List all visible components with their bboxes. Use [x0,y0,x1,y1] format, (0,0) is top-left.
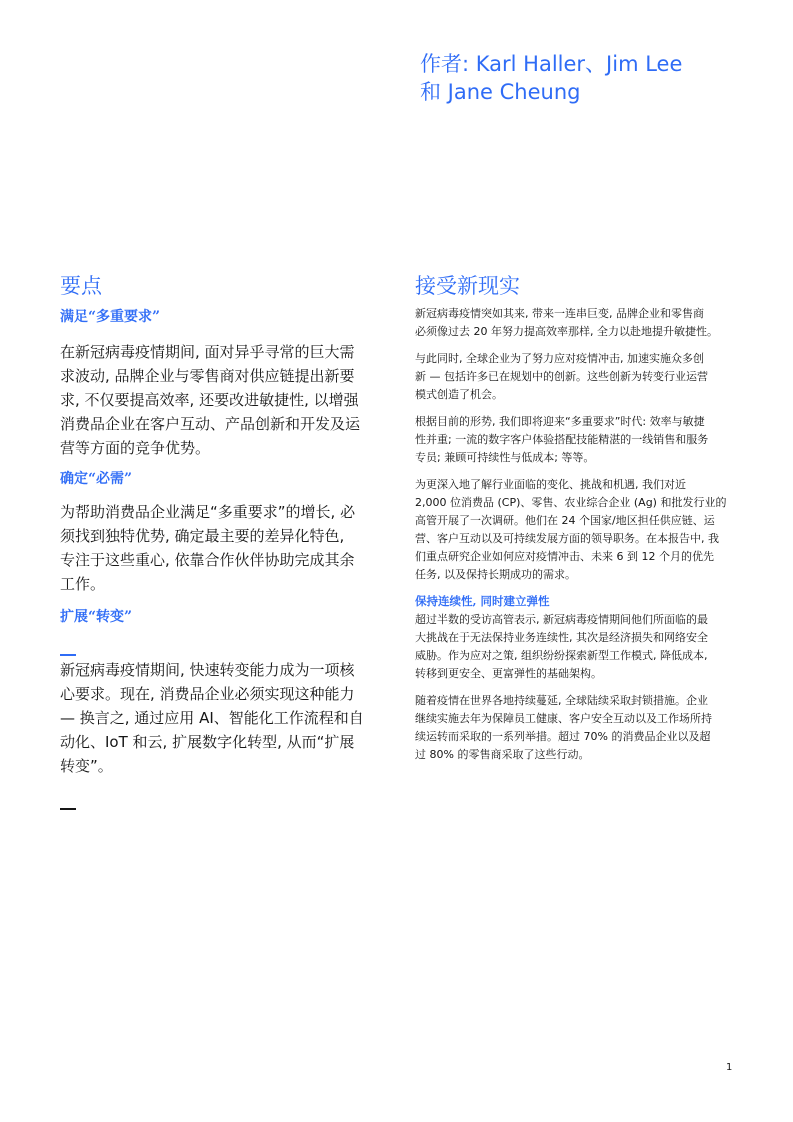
paragraph [415,611,745,683]
paragraph [415,350,745,404]
paragraph-line: 求, 不仅要提高效率, 还要改进敏捷性, 以增强 [60,391,359,409]
paragraph [415,305,745,341]
section-heading: 满足“多重要求” [60,309,161,325]
paragraph-line: 新 — 包括许多已在规划中的创新。这些创新为转变行业运营 [415,370,708,383]
paragraph [415,476,745,584]
paragraph-line: 在新冠病毒疫情期间, 面对异乎寻常的巨大需 [60,343,355,361]
page-number: 1 [726,1062,733,1073]
key-points-column [60,306,390,810]
paragraph-line: 专员; 兼顾可持续性与低成本; 等等。 [415,451,595,464]
paragraph-line: 继续实施去年为保障员工健康、客户安全互动以及工作场所持 [415,712,712,725]
paragraph [60,658,390,778]
paragraph-line: 心要求。现在, 消费品企业必须实现这种能力 [60,685,355,703]
divider-dash [60,808,76,810]
paragraph-line: 根据目前的形势, 我们即将迎来“多重要求”时代: 效率与敏捷 [415,415,705,428]
paragraph-line: 转移到更安全、更富弹性的基础架构。 [415,667,602,680]
paragraph-line: 转变”。 [60,757,113,775]
paragraph-line: 模式创造了机会。 [415,388,503,401]
authors-line-2: 和 Jane Cheung [420,80,581,104]
paragraph-line: 与此同时, 全球企业为了努力应对疫情冲击, 加速实施众多创 [415,352,704,365]
paragraph-line: 高管开展了一次调研。他们在 24 个国家/地区担任供应链、运 [415,514,715,527]
paragraph-line: 须找到独特优势, 确定最主要的差异化特色, [60,527,345,545]
paragraph-line: 专注于这些重心, 依靠合作伙伴协助完成其余 [60,551,355,569]
paragraph-line: 工作。 [60,575,106,593]
paragraph-line: 威胁。作为应对之策, 组织纷纷探索新型工作模式, 降低成本, [415,649,708,662]
paragraph-line: 过 80% 的零售商采取了这些行动。 [415,748,590,761]
paragraph-line: 2,000 位消费品 (CP)、零售、农业综合企业 (Ag) 和批发行业的 [415,496,727,509]
paragraph-line: 新冠病毒疫情突如其来, 带来一连串巨变, 品牌企业和零售商 [415,307,704,320]
paragraph-line: — 换言之, 通过应用 AI、智能化工作流程和自 [60,709,364,727]
paragraph [60,500,390,596]
paragraph-line: 性并重; 一流的数字客户体验搭配技能精湛的一线销售和服务 [415,433,709,446]
paragraph-line: 随着疫情在世界各地持续蔓延, 全球陆续采取封锁措施。企业 [415,694,708,707]
paragraph-line: 续运转而采取的一系列举措。超过 70% 的消费品企业以及超 [415,730,711,743]
paragraph-line: 动化、IoT 和云, 扩展数字化转型, 从而“扩展 [60,733,355,751]
authors-line-1: 作者: Karl Haller、Jim Lee [420,52,683,76]
paragraph [415,692,745,764]
section-heading: 扩展“转变” [60,609,133,625]
new-reality-column [415,305,745,764]
section-heading: 确定“必需” [60,471,133,487]
new-reality-title: 接受新现实 [415,274,520,298]
paragraph-line: 为帮助消费品企业满足“多重要求”的增长, 必 [60,503,356,521]
paragraph-line: 营等方面的竞争优势。 [60,439,211,457]
paragraph-line: 超过半数的受访高管表示, 新冠病毒疫情期间他们所面临的最 [415,613,708,626]
paragraph-line: 求波动, 品牌企业与零售商对供应链提出新要 [60,367,355,385]
key-points-title: 要点 [60,274,102,298]
authors [420,50,682,106]
divider-dash [60,654,76,656]
paragraph-line: 消费品企业在客户互动、产品创新和开发及运 [60,415,361,433]
paragraph-line: 新冠病毒疫情期间, 快速转变能力成为一项核 [60,661,355,679]
paragraph [415,413,745,467]
paragraph-line: 必须像过去 20 年努力提高效率那样, 全力以赴地提升敏捷性。 [415,325,718,338]
section-heading: 保持连续性, 同时建立弹性 [415,594,550,608]
paragraph-line: 大挑战在于无法保持业务连续性, 其次是经济损失和网络安全 [415,631,708,644]
paragraph-line: 营、客户互动以及可持续发展方面的领导职务。在本报告中, 我 [415,532,719,545]
paragraph-line: 们重点研究企业如何应对疫情冲击、未来 6 到 12 个月的优先 [415,550,714,563]
paragraph-line: 任务, 以及保持长期成功的需求。 [415,568,576,581]
paragraph-line: 为更深入地了解行业面临的变化、挑战和机遇, 我们对近 [415,478,686,491]
paragraph [60,340,390,460]
